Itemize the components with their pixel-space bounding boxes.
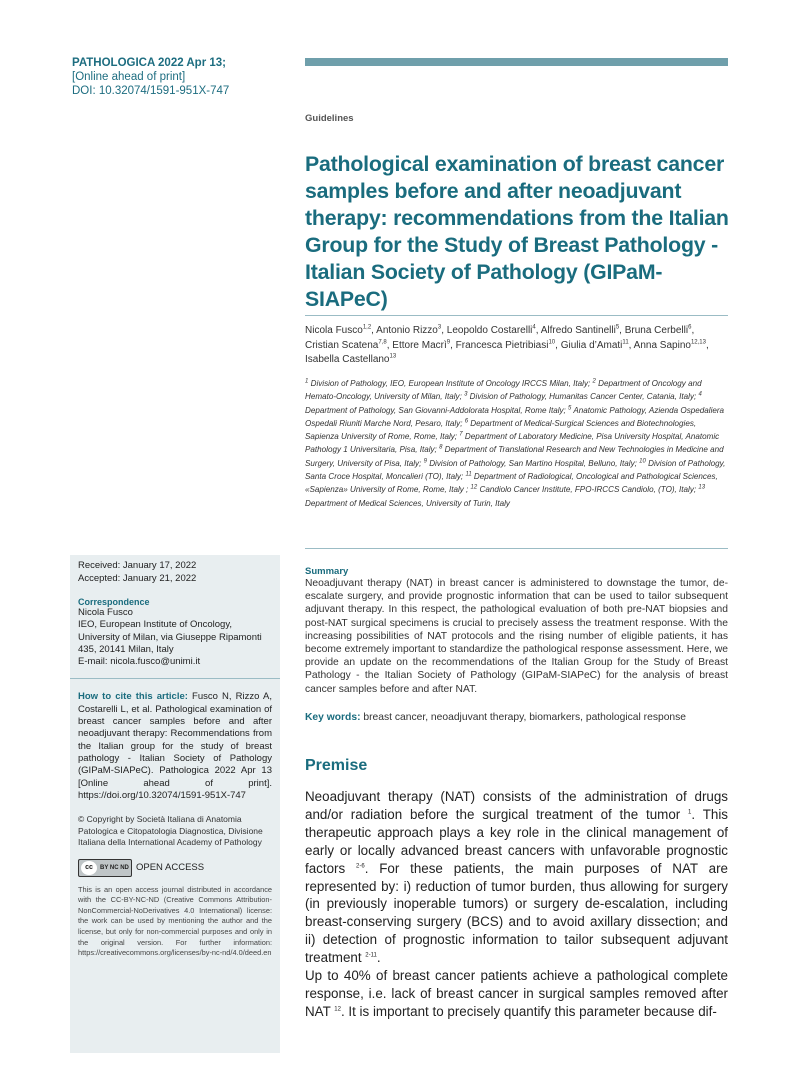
affiliation-number: 11	[465, 471, 472, 478]
affiliation-number: 9	[423, 458, 427, 465]
affiliation-number: 2	[592, 378, 596, 385]
article-info-sidebar	[70, 555, 280, 1053]
affiliation-number: 7	[459, 431, 463, 438]
copyright-notice: © Copyright by Società Italiana di Anatomia Patologica e Citopatologia Diagnostica, Divisione Italiana della International Academy of Pathology	[78, 814, 263, 848]
affiliation-number: 3	[464, 391, 468, 398]
publication-status: [Online ahead of print]	[72, 71, 186, 83]
premise-paragraph-1	[305, 788, 728, 967]
reference-citation[interactable]: 2-6	[356, 863, 365, 870]
author-list: Nicola Fusco$^{1,2}$, Antonio Rizzo$^3$, Leopoldo Costarelli$^4$, Alfredo Santinelli$^5$, Bruna Cerbelli$^6$, Cristian Scatena$^{7,8}$, Ettore Macrì$^9$, Francesca Pietribiasi$^{10}$, Giulia d’Amati$^{11}$, Anna Sapino$^{12,13}$, Isabella Castellano$^{13}$	[305, 324, 709, 365]
correspondence-name: Nicola Fusco	[78, 607, 133, 618]
affiliation-number: 1	[305, 378, 309, 385]
cc-badge-text: BY NC ND	[100, 864, 129, 871]
affiliation-number: 10	[639, 458, 646, 465]
cite-label: How to cite this article:	[78, 691, 188, 703]
affiliation-text: Candiolo Cancer Institute, FPO-IRCCS Candiolo, (TO), Italy;	[477, 485, 699, 495]
keywords-text: breast cancer, neoadjuvant therapy, biomarkers, pathological response	[363, 712, 687, 723]
author-name: Ettore Macrì	[392, 339, 447, 351]
premise-heading: Premise	[305, 757, 368, 774]
affiliation-text: Department of Translational Research and New Technologies in Medicine and Surgery, University of Pisa, Italy;	[305, 445, 724, 468]
cc-icon: cc	[81, 861, 97, 875]
affiliation-list	[305, 377, 730, 510]
affiliation-text: Anatomic Pathology, Azienda Ospedaliera Ospedali Riuniti Marche Nord, Pesaro, Italy;	[305, 405, 725, 428]
affiliation-number: 8	[439, 444, 443, 451]
title-divider	[305, 315, 728, 316]
open-access-row	[78, 859, 272, 877]
author-affiliation-ref: 1,2	[362, 324, 372, 331]
correspondence-email[interactable]: E-mail: nicola.fusco@unimi.it	[78, 656, 201, 668]
received-date: Received: January 17, 2022	[78, 560, 197, 571]
correspondence-heading: Correspondence	[78, 597, 150, 607]
correspondence-address: IEO, European Institute of Oncology, University of Milan, via Giuseppe Ripamonti 435, 20141 Milan, Italy	[78, 619, 262, 655]
affiliation-number: 12	[470, 484, 478, 491]
reference-citation[interactable]: 12	[334, 1006, 341, 1013]
affiliation-text: Division of Pathology, Humanitas Cancer Center, Catania, Italy;	[467, 392, 699, 402]
summary-heading: Summary	[305, 566, 349, 577]
author-name: Antonio Rizzo	[376, 325, 438, 336]
affiliation-text: Division of Pathology, IEO, European Institute of Oncology IRCCS Milan, Italy;	[308, 379, 593, 388]
affiliation-text: Department of Medical Sciences, University of Turin, Italy	[305, 498, 510, 508]
journal-header	[72, 56, 229, 98]
affiliation-text: Division of Pathology, Santa Croce Hospital, Moncalieri (TO), Italy;	[305, 458, 726, 482]
premise-paragraph-2	[305, 967, 728, 1021]
accepted-date: Accepted: January 21, 2022	[78, 573, 197, 584]
affiliation-text: Department of Laboratory Medicine, Pisa University Hospital, Anatomic Pathology 1 Universitaria, Pisa, Italy;	[305, 432, 720, 455]
cc-license-icon[interactable]	[78, 859, 132, 877]
author-name: Giulia d’Amati	[560, 339, 623, 351]
license-text: This is an open access journal distributed in accordance with the CC-BY-NC-ND (Creative Commons Attribution-NonCommercial-NoDerivatives 4.0 International) license: the work can be used by mentioning the author and the license, but only for non-commercial purposes and only in the original version. For further information: https://creativecommons.org/licenses/by-nc-nd/4.0/deed.en	[78, 884, 272, 958]
author-affiliation-ref: 4	[532, 324, 536, 331]
author-name: Isabella Castellano	[305, 354, 390, 365]
keywords	[305, 712, 728, 723]
section-tag: Guidelines	[305, 113, 354, 124]
reference-citation[interactable]: 1	[688, 809, 692, 816]
affiliation-text: Department of Oncology and Hemato-Oncology, University of Milan, Italy;	[305, 379, 702, 402]
author-affiliation-ref: 3	[437, 324, 442, 331]
author-name: Leopoldo Costarelli	[446, 325, 533, 336]
affiliation-text: Department of Radiological, Oncological and Pathological Sciences, «Sapienza» University of Rome, Rome, Italy ;	[305, 472, 718, 495]
premise-body	[305, 788, 728, 1021]
open-access-label: OPEN ACCESS	[136, 862, 205, 874]
summary-text: Neoadjuvant therapy (NAT) in breast cancer is administered to downstage the tumor, de-escalate surgery, and provide prognostic information that can be used to tailor subsequent adjuvant therapy. In this respect, the pathological evaluation of both pre-NAT biopsies and post-NAT surgical specimens is crucial to precisely assess the treatment response. With the increasing possibilities of NAT protocols and the rising number of eligible patients, it has become extremely important to standardize the pathological response assessment. Here, we provide an update on the recommendations of the Italian Group for the Study of Breast Pathology - the Italian Society of Pathology (GIPaM-SIAPeC) for the analysis of breast cancer samples before and after NAT.	[305, 578, 728, 695]
how-to-cite	[78, 691, 272, 802]
author-name: Anna Sapino	[633, 339, 691, 351]
cite-text: Fusco N, Rizzo A, Costarelli L, et al. Pathological examination of breast cancer samples before and after neoadjuvant therapy: Recommendations from the Italian group for the study of breast pathology - Italian Society of Pathology (GIPaM-SIAPeC). Pathologica 2022 Apr 13 [Online ahead of print]. https://doi.org/10.32074/1591-951X-747	[78, 691, 272, 801]
paragraph-text: .	[376, 950, 381, 966]
paragraph-text: Up to 40% of breast cancer patients achieve a pathological complete response, i.e. lack of breast cancer in surgical samples removed after NAT	[305, 968, 728, 1019]
summary-section	[305, 566, 728, 696]
author-affiliation-ref: 5	[615, 324, 620, 331]
affiliation-number: 4	[698, 391, 702, 398]
author-affiliation-ref: 6	[688, 324, 692, 331]
author-affiliation-ref: 12,13	[690, 339, 706, 346]
affiliation-text: Division of Pathology, San Martino Hospital, Belluno, Italy;	[426, 458, 640, 468]
author-name: Nicola Fusco	[305, 325, 363, 336]
header-bar	[305, 58, 728, 66]
affiliation-number: 13	[698, 484, 706, 491]
paragraph-text: . For these patients, the main purposes of NAT are represented by: i) reduction of tumor burden, thus allowing for surgery (in previously inoperable tumors) or surgery de-escalation, including breast-conserving surgery (BCS) and to avoid axillary dissection; and ii) detection of prognostic information to tailor subsequent adjuvant treatment	[305, 860, 729, 966]
author-affiliation-ref: 7,8	[378, 339, 387, 346]
affiliation-divider	[305, 548, 728, 549]
paragraph-text: . It is important to precisely quantify this parameter because dif-	[340, 1003, 717, 1019]
author-affiliation-ref: 11	[622, 339, 629, 346]
journal-name: PATHOLOGICA 2022 Apr 13;	[72, 57, 227, 69]
affiliation-text: Department of Medical-Surgical Sciences and Biotechnologies, Sapienza University of Rome, Rome, Italy;	[305, 418, 697, 442]
author-name: Francesca Pietribiasi	[455, 339, 549, 351]
doi-link[interactable]: DOI: 10.32074/1591-951X-747	[72, 85, 230, 97]
affiliation-number: 5	[568, 404, 572, 411]
affiliation-number: 6	[464, 418, 469, 425]
author-name: Cristian Scatena	[305, 339, 379, 351]
paragraph-text: . This therapeutic approach plays a key role in the clinical management of early or locally advanced breast cancers with unfavorable prognostic factors	[305, 806, 728, 876]
article-title: Pathological examination of breast cancer samples before and after neoadjuvant therapy: recommendations from the Italian Group for the Study of Breast Pathology - Italian Society of Pathology (GIPaM-SIAPeC)	[305, 152, 729, 311]
author-name: Bruna Cerbelli	[624, 325, 689, 336]
author-affiliation-ref: 10	[548, 339, 556, 346]
reference-citation[interactable]: 2-11	[365, 952, 377, 959]
correspondence-details	[78, 607, 272, 668]
author-affiliation-ref: 9	[446, 339, 451, 346]
dates	[78, 559, 272, 585]
keywords-label: Key words:	[305, 712, 361, 723]
paragraph-text: Neoadjuvant therapy (NAT) consists of the administration of drugs and/or radiation before the surgical treatment of the tumor	[305, 789, 728, 822]
author-affiliation-ref: 13	[389, 353, 397, 360]
author-name: Alfredo Santinelli	[540, 325, 616, 336]
affiliation-text: Department of Pathology, San Giovanni-Addolorata Hospital, Rome Italy;	[305, 405, 569, 415]
